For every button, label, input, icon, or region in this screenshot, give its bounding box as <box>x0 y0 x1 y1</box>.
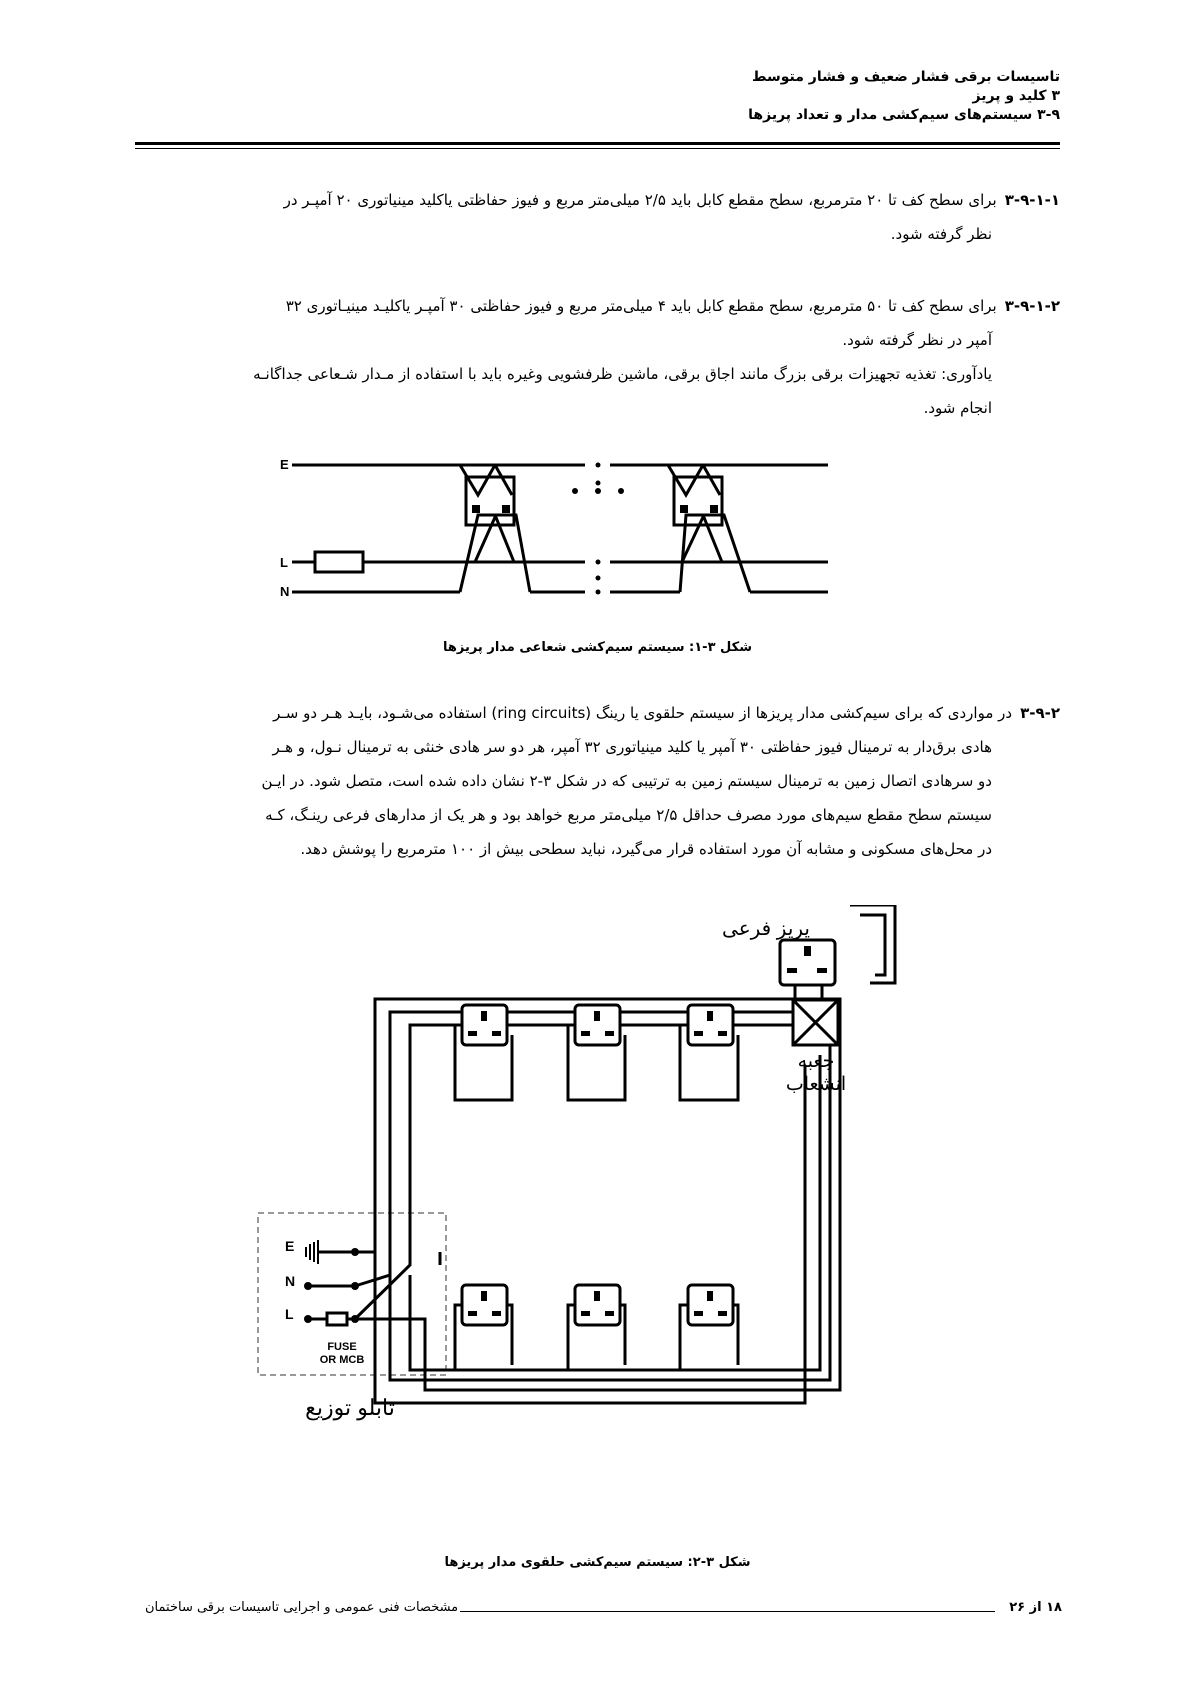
section-3-9-2-line-2: هادی برق‌دار به ترمینال فیوز حفاظتی ۳۰ آمپر یا کلید مینیاتوری ۳۲ آمپر، هر دو سر هادی خنثی به ترمینال نـول، و هـر <box>272 738 992 756</box>
header-rule <box>135 142 1060 145</box>
section-3-9-1-1-cont: نظر گرفته شود. <box>890 225 992 243</box>
reminder-note-cont: انجام شود. <box>923 399 992 417</box>
section-number: ۳-۹-۱-۲ <box>1004 297 1060 315</box>
section-3-9-1-2 <box>135 290 1060 323</box>
branch-socket-label: پریز فرعی <box>722 918 810 940</box>
earth-label: E <box>280 457 289 472</box>
section-3-9-2-line-5: در محل‌های مسکونی و مشابه آن مورد استفاده قرار می‌گیرد، نباید سطحی بیش از ۱۰۰ مترمربع را پوشش دهد. <box>300 840 992 858</box>
section-number: ۳-۹-۲ <box>1020 704 1060 722</box>
board-l-label: L <box>285 1306 294 1322</box>
footer-title: مشخصات فنی عمومی و اجرایی تاسیسات برقی ساختمان <box>145 1600 459 1615</box>
page-number: ۱۸ از ۲۶ <box>1009 1600 1062 1615</box>
fuse-label-2: OR MCB <box>319 1354 365 1366</box>
board-n-label: N <box>285 1273 296 1289</box>
header-line-1: تاسیسات برقی فشار ضعیف و فشار متوسط <box>751 69 1060 85</box>
header-line-2: ۳ کلید و پریز <box>972 88 1060 104</box>
section-text: برای سطح کف تا ۲۰ مترمربع، سطح مقطع کابل باید ۲/۵ میلی‌متر مربع و فیوز حفاظتی یاکلید مینیاتوری ۲۰ آمپـر در <box>283 191 997 209</box>
footer-rule <box>460 1611 995 1612</box>
section-3-9-2-line-4: سیستم سطح مقطع سیم‌های مورد مصرف حداقل ۲/۵ میلی‌متر مربع خواهد بود و هر یک از مدارهای فرعی رینـگ، کـه <box>265 806 992 824</box>
junction-box-label-2: انشعاب <box>785 1074 847 1095</box>
figure-2-caption: شکل ۳-۲: سیستم سیم‌کشی حلقوی مدار پریزها <box>444 1555 751 1570</box>
page-header <box>748 68 1060 125</box>
fuse-label-1: FUSE <box>327 1341 357 1353</box>
header-rule-thin <box>135 148 1060 149</box>
section-3-9-1-1 <box>135 184 1060 217</box>
reminder-note: یادآوری: تغذیه تجهیزات برقی بزرگ مانند اجاق برقی، ماشین ظرفشویی وغیره باید با استفاده از مـدار شـعاعی جداگانـه <box>253 365 992 383</box>
ring-circuit-diagram <box>250 905 950 1545</box>
section-text: در مواردی که برای سیم‌کشی مدار پریزها از سیستم حلقوی یا رینگ (ring circuits) استفاده می‌شـود، بایـد هـر دو سـر <box>273 704 1013 722</box>
junction-box <box>793 1000 838 1045</box>
board-e-label: E <box>285 1238 295 1254</box>
section-3-9-1-2-cont: آمپر در نظر گرفته شود. <box>842 331 992 349</box>
live-label: L <box>280 555 288 570</box>
figure-1-caption: شکل ۳-۱: سیستم سیم‌کشی شعاعی مدار پریزها <box>442 640 752 655</box>
board-title: تابلو توزیع <box>305 1395 395 1420</box>
section-3-9-2-line-3: دو سرهادی اتصال زمین به ترمینال سیستم زمین به ترتیبی که در شکل ۳-۲ نشان داده شده است، متصل شود. در ایـن <box>261 772 992 790</box>
neutral-label: N <box>280 584 290 599</box>
section-3-9-2 <box>135 697 1060 730</box>
radial-circuit-diagram <box>280 455 840 615</box>
header-line-3: ۳-۹ سیستم‌های سیم‌کشی مدار و تعداد پریزها <box>748 107 1060 123</box>
junction-box-label-1: جعبه <box>797 1051 835 1072</box>
section-number: ۳-۹-۱-۱ <box>1004 191 1060 209</box>
section-text: برای سطح کف تا ۵۰ مترمربع، سطح مقطع کابل باید ۴ میلی‌متر مربع و فیوز حفاظتی ۳۰ آمپـر یاکلیـد مینیـاتوری ۳۲ <box>285 297 997 315</box>
